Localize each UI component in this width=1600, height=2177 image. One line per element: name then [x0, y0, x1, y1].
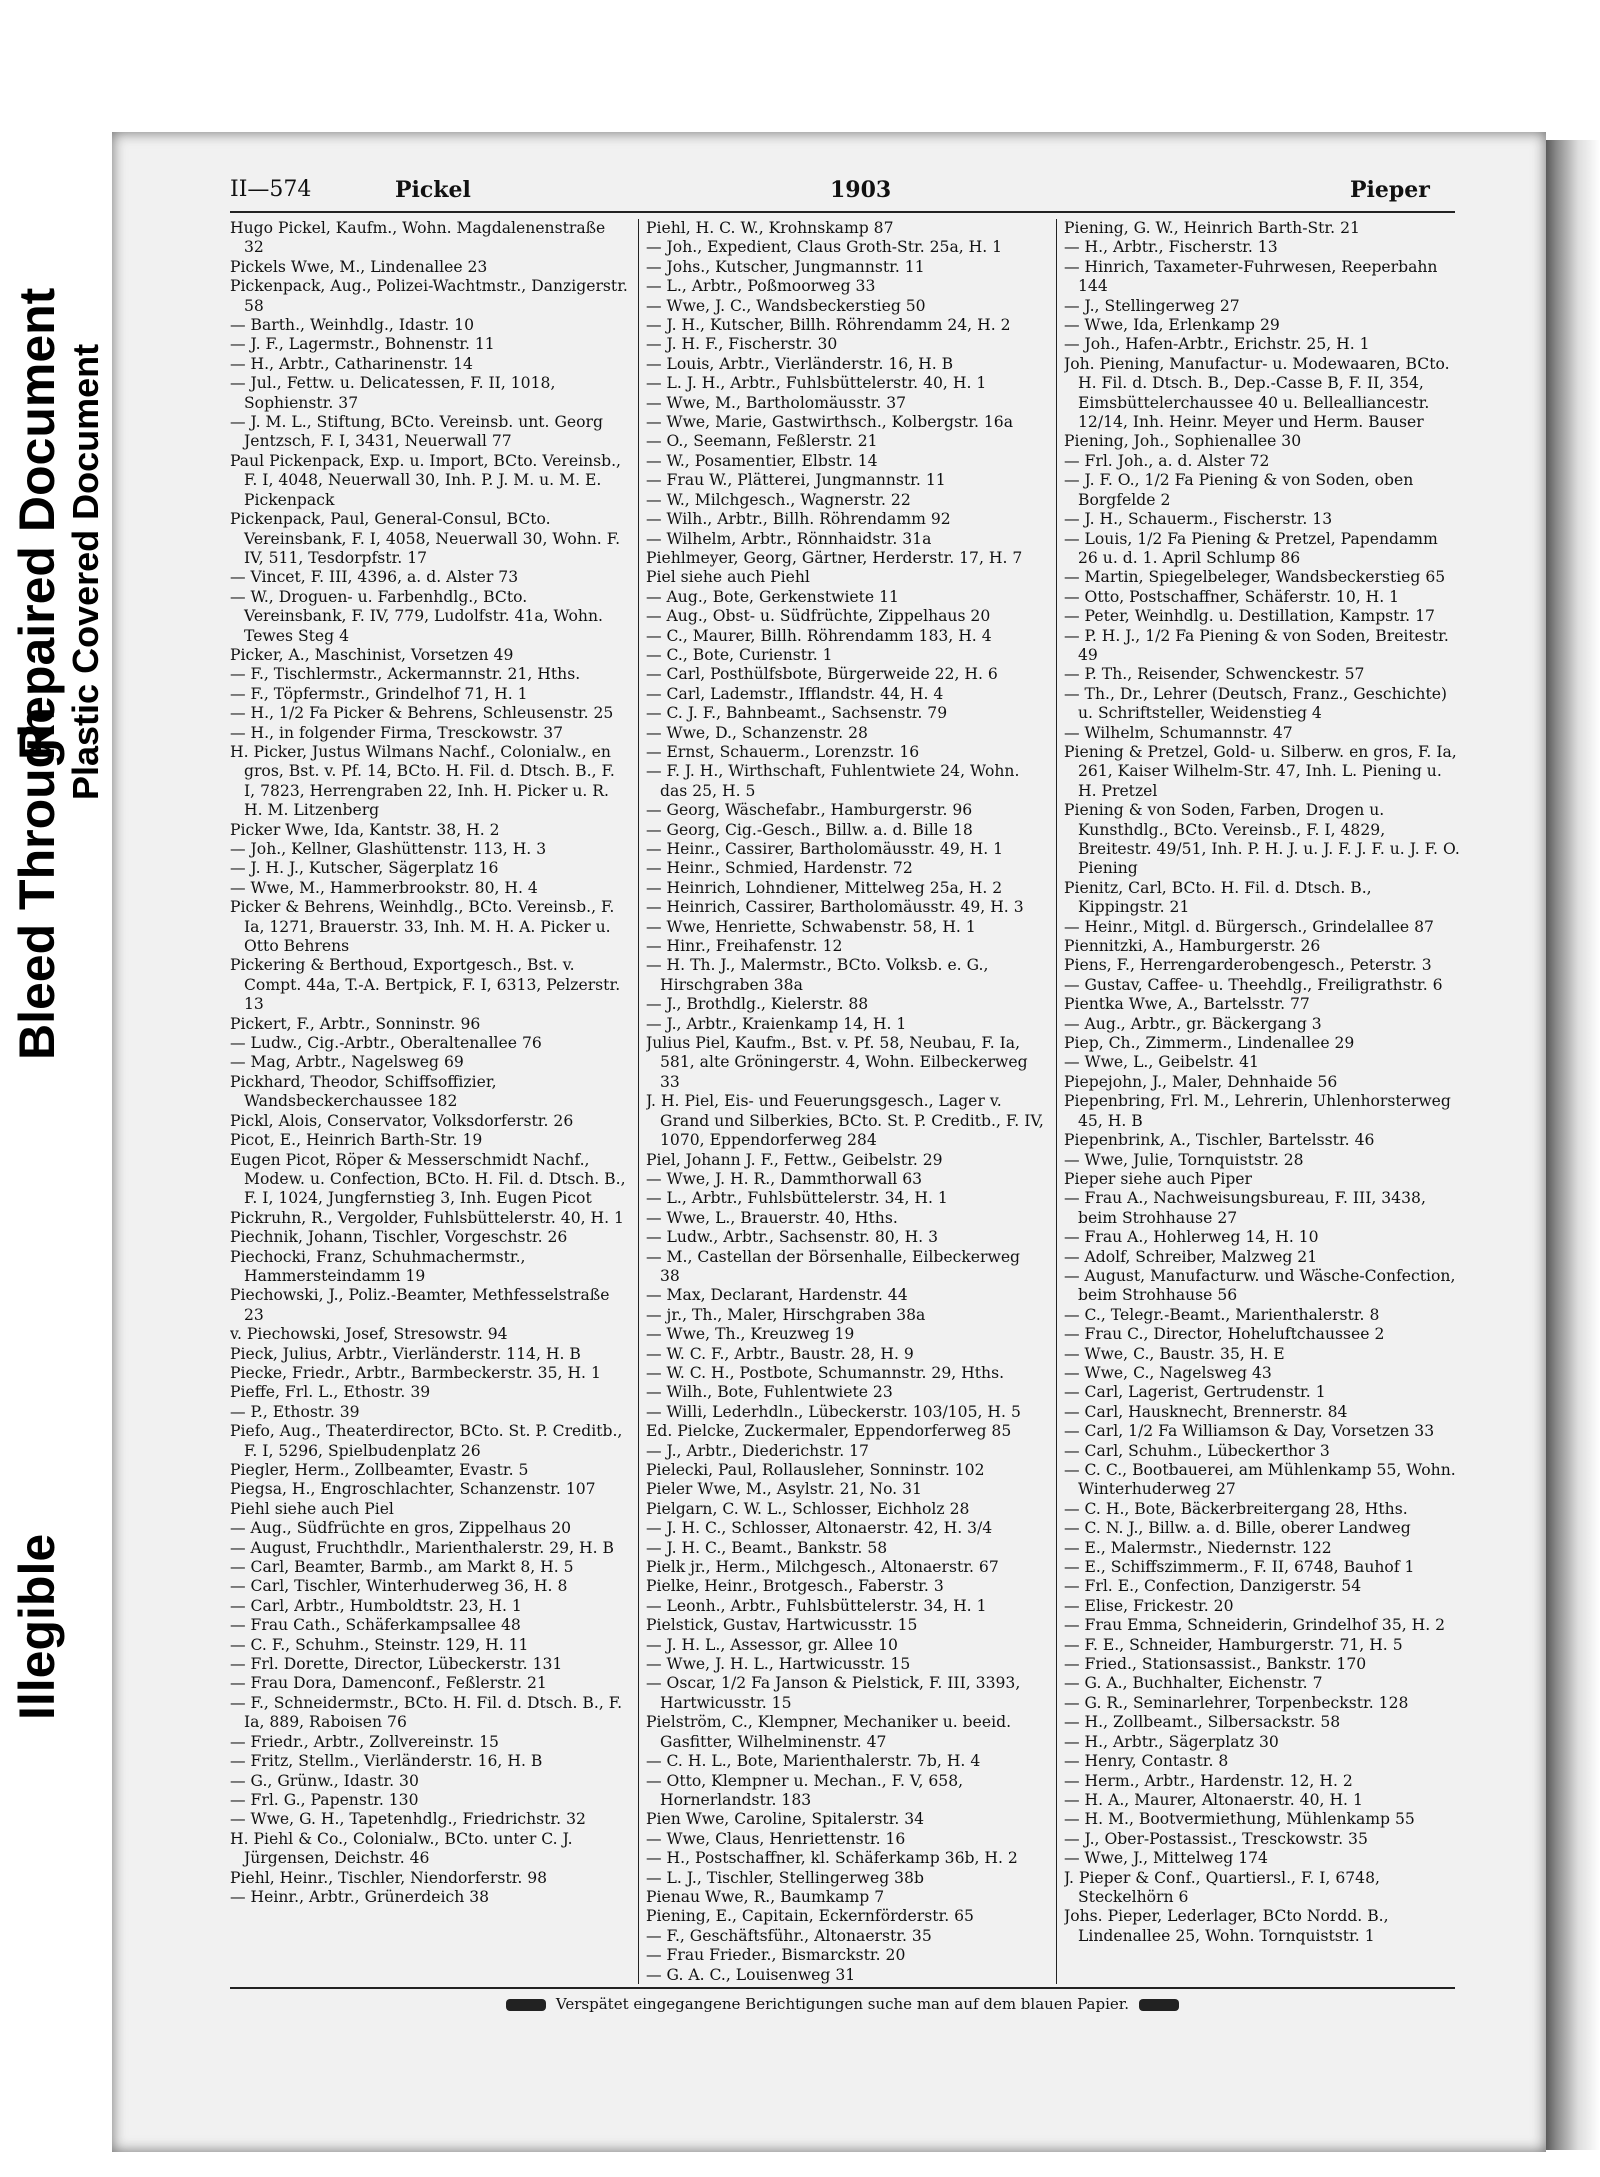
- directory-column-1: [230, 219, 628, 1984]
- directory-entry: Pienitz, Carl, BCto. H. Fil. d. Dtsch. B., Kippingstr. 21: [1064, 878, 1372, 917]
- directory-entry: — H. M., Bootvermiethung, Mühlenkamp 55: [1064, 1810, 1415, 1829]
- directory-entry: — Frau W., Plätterei, Jungmannstr. 11: [646, 471, 946, 490]
- directory-entry: — Heinr., Arbtr., Grünerdeich 38: [230, 1887, 490, 1906]
- directory-entry: — Wwe, D., Schanzenstr. 28: [646, 723, 868, 742]
- directory-entry: — F., Geschäftsführ., Altonaerstr. 35: [646, 1926, 932, 1945]
- directory-entry: Pickl, Alois, Conservator, Volksdorferstr. 26: [230, 1111, 574, 1130]
- directory-entry: — G. R., Seminarlehrer, Torpenbeckstr. 128: [1064, 1693, 1409, 1712]
- directory-entry: Piepenbring, Frl. M., Lehrerin, Uhlenhorsterweg 45, H. B: [1064, 1092, 1451, 1130]
- directory-entry: Piehlmeyer, Georg, Gärtner, Herderstr. 17, H. 7: [646, 548, 1023, 567]
- directory-entry: — L., Arbtr., Poßmoorweg 33: [646, 277, 876, 296]
- side-annotation-strip: [0, 0, 112, 2177]
- directory-entry: — C. N. J., Billw. a. d. Bille, oberer Landweg: [1064, 1519, 1411, 1538]
- directory-entry: — Frl. E., Confection, Danzigerstr. 54: [1064, 1577, 1362, 1596]
- directory-entry: — E., Malermstr., Niedernstr. 122: [1064, 1538, 1332, 1557]
- directory-entry: — C. J. F., Bahnbeamt., Sachsenstr. 79: [646, 704, 948, 723]
- directory-entry: — Heinr., Schmied, Hardenstr. 72: [646, 859, 913, 878]
- page-content: [230, 177, 1580, 2117]
- directory-entry: — Henry, Contastr. 8: [1064, 1752, 1229, 1771]
- directory-entry: — J. F., Lagermstr., Bohnenstr. 11: [230, 335, 495, 354]
- directory-entry: — Joh., Hafen-Arbtr., Erichstr. 25, H. 1: [1064, 335, 1370, 354]
- directory-entry: Piens, F., Herrengarderobengesch., Peterstr. 3: [1064, 956, 1432, 975]
- directory-entry: Piening, Joh., Sophienallee 30: [1064, 432, 1302, 451]
- plastic-covered-label: Plastic Covered Document: [65, 343, 106, 800]
- directory-entry: — E., Schiffszimmerm., F. II, 6748, Bauhof 1: [1064, 1558, 1415, 1577]
- header-right-word: Pieper: [1350, 177, 1430, 203]
- directory-entry: — Frau A., Nachweisungsbureau, F. III, 3438, beim Strohhause 27: [1064, 1189, 1426, 1227]
- directory-entry: Picot, E., Heinrich Barth-Str. 19: [230, 1131, 483, 1150]
- directory-entry: — J. H. F., Fischerstr. 30: [646, 335, 838, 354]
- directory-entry: — W., Droguen- u. Farbenhdlg., BCto. Vereinsbank, F. IV, 779, Ludolfstr. 41a, Wohn. Tewes Steg 4: [230, 587, 603, 645]
- directory-entry: — H. A., Maurer, Altonaerstr. 40, H. 1: [1064, 1790, 1363, 1809]
- directory-entry: Pieler Wwe, M., Asylstr. 21, No. 31: [646, 1480, 922, 1499]
- directory-entry: — Fried., Stationsassist., Bankstr. 170: [1064, 1655, 1367, 1674]
- directory-entry: — Frau Cath., Schäferkampsallee 48: [230, 1616, 521, 1635]
- directory-entry: Pickels Wwe, M., Lindenallee 23: [230, 257, 488, 276]
- directory-entry: — Friedr., Arbtr., Zollvereinstr. 15: [230, 1732, 499, 1751]
- directory-entry: — Aug., Obst- u. Südfrüchte, Zippelhaus 20: [646, 607, 991, 626]
- directory-entry: — Oscar, 1/2 Fa Janson & Pielstick, F. III, 3393, Hartwicusstr. 15: [646, 1674, 1021, 1712]
- directory-column-3: [1064, 219, 1462, 1984]
- bleed-through-label: Bleed Through: [9, 707, 65, 1060]
- directory-entry: — G. A., Buchhalter, Eichenstr. 7: [1064, 1674, 1323, 1693]
- directory-entry: — F., Schneidermstr., BCto. H. Fil. d. Dtsch. B., F. Ia, 889, Raboisen 76: [230, 1693, 623, 1732]
- directory-entry: Piening, E., Capitain, Eckernförderstr. 65: [646, 1907, 974, 1926]
- directory-entry: Pielk jr., Herm., Milchgesch., Altonaerstr. 67: [646, 1558, 999, 1577]
- directory-entry: — Joh., Kellner, Glashüttenstr. 113, H. 3: [230, 840, 547, 858]
- directory-entry: — Wwe, L., Brauerstr. 40, Hths.: [646, 1208, 898, 1227]
- directory-entry: Piel siehe auch Piehl: [646, 568, 810, 587]
- directory-entry: — Louis, 1/2 Fa Piening & Pretzel, Papendamm 26 u. d. 1. April Schlump 86: [1064, 529, 1438, 567]
- directory-entry: — Wwe, J. H. L., Hartwicusstr. 15: [646, 1655, 911, 1674]
- directory-entry: — Carl, Tischler, Winterhuderweg 36, H. 8: [230, 1577, 568, 1596]
- directory-entry: v. Piechowski, Josef, Stresowstr. 94: [230, 1325, 508, 1344]
- directory-entry: — W., Milchgesch., Wagnerstr. 22: [646, 490, 911, 509]
- directory-entry: Piehl, Heinr., Tischler, Niendorferstr. 98: [230, 1868, 548, 1887]
- directory-entry: — L. J. H., Arbtr., Fuhlsbüttelerstr. 40, H. 1: [646, 374, 987, 393]
- directory-entry: Piel, Johann J. F., Fettw., Geibelstr. 29: [646, 1150, 943, 1169]
- directory-entry: — Aug., Bote, Gerkenstwiete 11: [646, 587, 899, 606]
- directory-entry: — Hinr., Freihafenstr. 12: [646, 937, 843, 956]
- illegible-label: Illegible: [9, 1533, 65, 1720]
- directory-entry: — Gustav, Caffee- u. Theehdlg., Freiligrathstr. 6: [1064, 975, 1443, 994]
- directory-entry: — C. F., Schuhm., Steinstr. 129, H. 11: [230, 1635, 529, 1654]
- directory-entry: — Heinrich, Lohndiener, Mittelweg 25a, H. 2: [646, 878, 1003, 897]
- directory-entry: — Carl, Hausknecht, Brennerstr. 84: [1064, 1402, 1348, 1421]
- directory-entry: — Wilhelm, Schumannstr. 47: [1064, 723, 1293, 742]
- directory-entry: — Frau A., Hohlerweg 14, H. 10: [1064, 1228, 1319, 1247]
- directory-entry: Pien Wwe, Caroline, Spitalerstr. 34: [646, 1810, 925, 1829]
- directory-entry: — J., Ober-Postassist., Tresckowstr. 35: [1064, 1829, 1368, 1848]
- directory-entry: — Wwe, J., Mittelweg 174: [1064, 1849, 1268, 1868]
- directory-entry: — Otto, Klempner u. Mechan., F. V, 658, Hornerlandstr. 183: [646, 1771, 964, 1809]
- directory-entry: — H. Th. J., Malermstr., BCto. Volksb. e. G., Hirschgraben 38a: [646, 956, 989, 994]
- directory-entry: — Frau Emma, Schneiderin, Grindelhof 35, H. 2: [1064, 1616, 1446, 1635]
- directory-entry: — J. F. O., 1/2 Fa Piening & von Soden, oben Borgfelde 2: [1064, 471, 1414, 509]
- directory-entry: — jr., Th., Maler, Hirschgraben 38a: [646, 1305, 926, 1324]
- directory-entry: — H., Arbtr., Catharinenstr. 14: [230, 354, 473, 373]
- directory-entry: — Carl, Beamter, Barmb., am Markt 8, H. 5: [230, 1558, 574, 1577]
- pointing-hand-icon: [1139, 1999, 1179, 2011]
- directory-entry: — Ludw., Arbtr., Sachsenstr. 80, H. 3: [646, 1228, 939, 1247]
- directory-entry: — H., Arbtr., Fischerstr. 13: [1064, 238, 1278, 257]
- directory-entry: — Joh., Expedient, Claus Groth-Str. 25a, H. 1: [646, 238, 1003, 257]
- directory-entry: Pielke, Heinr., Brotgesch., Faberstr. 3: [646, 1577, 944, 1596]
- directory-entry: Pickruhn, R., Vergolder, Fuhlsbüttelerstr. 40, H. 1: [230, 1208, 624, 1227]
- directory-entry: H. Picker, Justus Wilmans Nachf., Colonialw., en gros, Bst. v. Pf. 14, BCto. H. Fil. d. Dtsch. B., F. I, 7823, Herrengraben 22, Inh. H. Picker u. R. H. M. Litzenberg: [230, 742, 615, 820]
- directory-entry: — Aug., Südfrüchte en gros, Zippelhaus 20: [230, 1519, 572, 1538]
- directory-entry: Ed. Pielcke, Zuckermaler, Eppendorferweg 85: [646, 1422, 1012, 1441]
- directory-entry: — Frau Frieder., Bismarckstr. 20: [646, 1946, 906, 1965]
- directory-entry: Joh. Piening, Manufactur- u. Modewaaren, BCto. H. Fil. d. Dtsch. B., Dep.-Casse B, F. II, 354, Eimsbüttelerchaussee 40 u. Bellealliancestr. 12/14, Inh. Heinr. Meyer und Herm. Bauser: [1064, 354, 1450, 432]
- directory-entry: Piepejohn, J., Maler, Dehnhaide 56: [1064, 1072, 1338, 1091]
- column-divider: [638, 219, 639, 1984]
- directory-entry: — Carl, 1/2 Fa Williamson & Day, Vorsetzen 33: [1064, 1422, 1435, 1441]
- header-year: 1903: [830, 177, 892, 203]
- directory-entry: — Georg, Cig.-Gesch., Billw. a. d. Bille 18: [646, 820, 973, 839]
- header-left-word: Pickel: [395, 177, 471, 203]
- directory-entry: — Wwe, Henriette, Schwabenstr. 58, H. 1: [646, 917, 976, 936]
- directory-entry: — Elise, Frickestr. 20: [1064, 1596, 1234, 1615]
- directory-entry: — C. H. L., Bote, Marienthalerstr. 7b, H. 4: [646, 1752, 981, 1771]
- directory-entry: — Frau Dora, Damenconf., Feßlerstr. 21: [230, 1674, 547, 1693]
- directory-entry: Eugen Picot, Röper & Messerschmidt Nachf., Modew. u. Confection, BCto. H. Fil. d. Dtsch. B., F. I, 1024, Jungfernstieg 3, Inh. Eugen Picot: [230, 1150, 626, 1208]
- directory-entry: — G., Grünw., Idastr. 30: [230, 1771, 419, 1790]
- directory-entry: — Frl. Joh., a. d. Alster 72: [1064, 451, 1270, 470]
- directory-entry: — J., Brothdlg., Kielerstr. 88: [646, 995, 869, 1014]
- page-number: II—574: [230, 177, 312, 202]
- directory-entry: — Heinr., Mitgl. d. Bürgersch., Grindelallee 87: [1064, 917, 1434, 936]
- directory-entry: Johs. Pieper, Lederlager, BCto Nordd. B., Lindenallee 25, Wohn. Tornquiststr. 1: [1064, 1907, 1389, 1945]
- directory-entry: — Carl, Arbtr., Humboldtstr. 23, H. 1: [230, 1596, 522, 1615]
- directory-entry: — H., in folgender Firma, Tresckowstr. 37: [230, 723, 564, 742]
- directory-entry: — J., Stellingerweg 27: [1064, 296, 1240, 315]
- directory-entry: Pieck, Julius, Arbtr., Vierländerstr. 114, H. B: [230, 1344, 581, 1363]
- directory-entry: — Heinr., Cassirer, Bartholomäusstr. 49, H. 1: [646, 840, 1004, 858]
- directory-entry: Piechowski, J., Poliz.-Beamter, Methfesselstraße 23: [230, 1286, 610, 1324]
- directory-entry: — Wwe, J. H. R., Dammthorwall 63: [646, 1169, 923, 1188]
- directory-entry: — Wilhelm, Arbtr., Rönnhaidstr. 31a: [646, 529, 932, 548]
- directory-entry: — Heinrich, Cassirer, Bartholomäusstr. 49, H. 3: [646, 898, 1024, 917]
- directory-entry: — W. C. H., Postbote, Schumannstr. 29, Hths.: [646, 1363, 1005, 1382]
- directory-entry: — Wwe, G. H., Tapetenhdlg., Friedrichstr. 32: [230, 1810, 586, 1829]
- scanned-page: [112, 132, 1546, 2152]
- directory-entry: — G. A. C., Louisenweg 31: [646, 1965, 856, 1984]
- directory-entry: Piepenbrink, A., Tischler, Bartelsstr. 46: [1064, 1131, 1375, 1150]
- directory-entry: — Peter, Weinhdlg. u. Destillation, Kampstr. 17: [1064, 607, 1435, 626]
- directory-entry: — Adolf, Schreiber, Malzweg 21: [1064, 1247, 1318, 1266]
- directory-entry: Pieffe, Frl. L., Ethostr. 39: [230, 1383, 431, 1402]
- directory-entry: — H., Zollbeamt., Silbersackstr. 58: [1064, 1713, 1341, 1732]
- directory-entry: Pientka Wwe, A., Bartelsstr. 77: [1064, 995, 1310, 1014]
- directory-entry: Pieper siehe auch Piper: [1064, 1169, 1252, 1188]
- directory-entry: — H., Arbtr., Sägerplatz 30: [1064, 1732, 1279, 1751]
- directory-entry: — Ludw., Cig.-Arbtr., Oberaltenallee 76: [230, 1034, 542, 1053]
- directory-entry: — Martin, Spiegelbeleger, Wandsbeckerstieg 65: [1064, 568, 1446, 587]
- directory-entry: Picker Wwe, Ida, Kantstr. 38, H. 2: [230, 820, 500, 839]
- directory-entry: Piegler, Herm., Zollbeamter, Evastr. 5: [230, 1461, 529, 1479]
- directory-entry: Piennitzki, A., Hamburgerstr. 26: [1064, 937, 1321, 956]
- directory-entry: Pickert, F., Arbtr., Sonninstr. 96: [230, 1014, 481, 1033]
- directory-entry: — P. Th., Reisender, Schwenckestr. 57: [1064, 665, 1365, 684]
- directory-entry: — Carl, Posthülfsbote, Bürgerweide 22, H. 6: [646, 665, 998, 684]
- directory-entry: Piechocki, Franz, Schuhmachermstr., Hammersteindamm 19: [230, 1247, 526, 1285]
- directory-entry: Piep, Ch., Zimmerm., Lindenallee 29: [1064, 1034, 1355, 1053]
- directory-entry: Piechnik, Johann, Tischler, Vorgeschstr. 26: [230, 1228, 568, 1247]
- directory-entry: Piegsa, H., Engroschlachter, Schanzenstr. 107: [230, 1480, 596, 1499]
- directory-entry: Piening & Pretzel, Gold- u. Silberw. en gros, F. Ia, 261, Kaiser Wilhelm-Str. 47, Inh. L. Piening u. H. Pretzel: [1064, 742, 1457, 800]
- directory-entry: — Carl, Lagerist, Gertrudenstr. 1: [1064, 1383, 1326, 1402]
- directory-entry: — Wwe, M., Hammerbrookstr. 80, H. 4: [230, 878, 538, 897]
- directory-entry: Piefo, Aug., Theaterdirector, BCto. St. P. Creditb., F. I, 5296, Spielbudenplatz 26: [230, 1422, 623, 1460]
- directory-entry: — O., Seemann, Feßlerstr. 21: [646, 432, 878, 451]
- directory-entry: — Carl, Lademstr., Ifflandstr. 44, H. 4: [646, 684, 944, 703]
- directory-entry: — Wwe, L., Geibelstr. 41: [1064, 1053, 1259, 1072]
- directory-entry: — P., Ethostr. 39: [230, 1402, 360, 1421]
- directory-entry: — Jul., Fettw. u. Delicatessen, F. II, 1018, Sophienstr. 37: [230, 374, 556, 412]
- directory-entry: — Wilh., Bote, Fuhlentwiete 23: [646, 1383, 893, 1402]
- directory-entry: — H., Postschaffner, kl. Schäferkamp 36b, H. 2: [646, 1849, 1018, 1868]
- directory-entry: Picker, A., Maschinist, Vorsetzen 49: [230, 645, 514, 664]
- directory-entry: — Wwe, Claus, Henriettenstr. 16: [646, 1829, 906, 1848]
- directory-entry: — J. H., Kutscher, Billh. Röhrendamm 24, H. 2: [646, 316, 1011, 335]
- directory-entry: — W. C. F., Arbtr., Baustr. 28, H. 9: [646, 1344, 914, 1363]
- directory-entry: — Herm., Arbtr., Hardenstr. 12, H. 2: [1064, 1771, 1353, 1790]
- directory-entry: — F., Tischlermstr., Ackermannstr. 21, Hths.: [230, 665, 581, 684]
- repaired-document-label: Repaired Document: [9, 287, 65, 760]
- directory-entry: — Carl, Schuhm., Lübeckerthor 3: [1064, 1441, 1330, 1460]
- directory-entry: — C., Maurer, Billh. Röhrendamm 183, H. 4: [646, 626, 992, 645]
- directory-entry: — J. H. L., Assessor, gr. Allee 10: [646, 1635, 898, 1654]
- directory-entry: — L. J., Tischler, Stellingerweg 38b: [646, 1868, 924, 1887]
- directory-entry: — C. C., Bootbauerei, am Mühlenkamp 55, Wohn. Winterhuderweg 27: [1064, 1461, 1456, 1499]
- directory-entry: — C., Telegr.-Beamt., Marienthalerstr. 8: [1064, 1305, 1380, 1324]
- directory-entry: Piening & von Soden, Farben, Drogen u. Kunsthdlg., BCto. Vereinsb., F. I, 4829, Breitestr. 49/51, Inh. P. H. J. u. J. F. J. F. u. J. F. O. Piening: [1064, 801, 1460, 878]
- directory-entry: — Frl. G., Papenstr. 130: [230, 1790, 419, 1809]
- directory-entry: — C. H., Bote, Bäckerbreitergang 28, Hths.: [1064, 1499, 1408, 1518]
- directory-entry: — J., Arbtr., Diederichstr. 17: [646, 1441, 869, 1460]
- directory-entry: — F. E., Schneider, Hamburgerstr. 71, H. 5: [1064, 1635, 1403, 1654]
- directory-entry: Pielström, C., Klempner, Mechaniker u. beeid. Gasfitter, Wilhelminenstr. 47: [646, 1713, 1012, 1751]
- directory-entry: — J. H. C., Schlosser, Altonaerstr. 42, H. 3/4: [646, 1519, 993, 1538]
- directory-entry: H. Piehl & Co., Colonialw., BCto. unter C. J. Jürgensen, Deichstr. 46: [230, 1829, 573, 1868]
- directory-entry: — Wwe, Julie, Tornquiststr. 28: [1064, 1150, 1304, 1169]
- directory-entry: Pickhard, Theodor, Schiffsoffizier, Wandsbeckerchaussee 182: [230, 1072, 497, 1111]
- directory-entry: — J. H., Schauerm., Fischerstr. 13: [1064, 510, 1333, 529]
- directory-entry: — Wwe, Marie, Gastwirthsch., Kolbergstr. 16a: [646, 413, 1014, 432]
- directory-entry: — F. J. H., Wirthschaft, Fuhlentwiete 24, Wohn. das 25, H. 5: [646, 762, 1020, 800]
- directory-entry: — Frl. Dorette, Director, Lübeckerstr. 131: [230, 1655, 563, 1674]
- directory-entry: — J. H. C., Beamt., Bankstr. 58: [646, 1538, 888, 1557]
- directory-entry: Picker & Behrens, Weinhdlg., BCto. Vereinsb., F. Ia, 1271, Brauerstr. 33, Inh. M. H. A. Picker u. Otto Behrens: [230, 898, 615, 956]
- directory-entry: — Aug., Arbtr., gr. Bäckergang 3: [1064, 1014, 1322, 1033]
- directory-entry: — J. M. L., Stiftung, BCto. Vereinsb. unt. Georg Jentzsch, F. I, 3431, Neuerwall 77: [230, 413, 603, 451]
- directory-entry: J. Pieper & Conf., Quartiersl., F. I, 6748, Steckelhörn 6: [1064, 1868, 1380, 1906]
- directory-entry: — Otto, Postschaffner, Schäferstr. 10, H. 1: [1064, 587, 1400, 606]
- directory-entry: — Louis, Arbtr., Vierländerstr. 16, H. B: [646, 354, 954, 373]
- directory-entry: — Wwe, J. C., Wandsbeckerstieg 50: [646, 296, 926, 315]
- directory-entry: — Mag, Arbtr., Nagelsweg 69: [230, 1053, 464, 1072]
- directory-entry: — Vincet, F. III, 4396, a. d. Alster 73: [230, 568, 519, 587]
- directory-entry: Paul Pickenpack, Exp. u. Import, BCto. Vereinsb., F. I, 4048, Neuerwall 30, Inh. P. J. M. u. M. E. Pickenpack: [230, 451, 622, 509]
- directory-entry: — Hinrich, Taxameter-Fuhrwesen, Reeperbahn 144: [1064, 257, 1438, 296]
- directory-entry: Piehl, H. C. W., Krohnskamp 87: [646, 219, 894, 237]
- directory-entry: — Willi, Lederhdln., Lübeckerstr. 103/105, H. 5: [646, 1402, 1021, 1421]
- directory-entry: — Wwe, C., Nagelsweg 43: [1064, 1363, 1272, 1382]
- directory-entry: — August, Fruchthdlr., Marienthalerstr. 29, H. B: [230, 1538, 614, 1557]
- directory-entry: — Wwe, M., Bartholomäusstr. 37: [646, 393, 907, 412]
- directory-entry: Pickenpack, Aug., Polizei-Wachtmstr., Danzigerstr. 58: [230, 277, 628, 315]
- footer-note: [230, 1995, 1455, 2013]
- directory-entry: Hugo Pickel, Kaufm., Wohn. Magdalenenstraße 32: [230, 219, 606, 257]
- header-rule: [230, 211, 1455, 213]
- directory-entry: — J., Arbtr., Kraienkamp 14, H. 1: [646, 1014, 907, 1033]
- directory-entry: Pienau Wwe, R., Baumkamp 7: [646, 1887, 885, 1906]
- directory-entry: Pielstick, Gustav, Hartwicusstr. 15: [646, 1616, 918, 1635]
- directory-entry: Piening, G. W., Heinrich Barth-Str. 21: [1064, 219, 1360, 237]
- directory-entry: Pielgarn, C. W. L., Schlosser, Eichholz 28: [646, 1499, 970, 1518]
- directory-entry: Piecke, Friedr., Arbtr., Barmbeckerstr. 35, H. 1: [230, 1363, 601, 1382]
- footer-text: Verspätet eingegangene Berichtigungen suche man auf dem blauen Papier.: [555, 1995, 1130, 2013]
- directory-entry: — Ernst, Schauerm., Lorenzstr. 16: [646, 742, 920, 761]
- directory-entry: — Johs., Kutscher, Jungmannstr. 11: [646, 257, 925, 276]
- directory-entry: — Max, Declarant, Hardenstr. 44: [646, 1286, 908, 1305]
- directory-entry: J. H. Piel, Eis- und Feuerungsgesch., Lager v. Grand und Silberkies, BCto. St. P. Creditb., F. IV, 1070, Eppendorferweg 284: [646, 1092, 1044, 1150]
- directory-entry: — Georg, Wäschefabr., Hamburgerstr. 96: [646, 801, 973, 820]
- column-divider: [1056, 219, 1057, 1984]
- directory-entry: — J. H. J., Kutscher, Sägerplatz 16: [230, 859, 499, 878]
- directory-column-2: [646, 219, 1044, 1984]
- directory-entry: Pickenpack, Paul, General-Consul, BCto. Vereinsbank, F. I, 4058, Neuerwall 30, Wohn. F. IV, 511, Tesdorpfstr. 17: [230, 510, 621, 567]
- directory-entry: — Barth., Weinhdlg., Idastr. 10: [230, 316, 475, 335]
- directory-entry: — Wwe, Ida, Erlenkamp 29: [1064, 316, 1280, 335]
- directory-entry: — Frau C., Director, Hoheluftchaussee 2: [1064, 1325, 1385, 1344]
- directory-entry: — P. H. J., 1/2 Fa Piening & von Soden, Breitestr. 49: [1064, 626, 1449, 664]
- directory-entry: — Th., Dr., Lehrer (Deutsch, Franz., Geschichte) u. Schriftsteller, Weidenstieg 4: [1064, 684, 1448, 723]
- directory-entry: Pielecki, Paul, Rollausleher, Sonninstr. 102: [646, 1461, 985, 1479]
- directory-entry: Pickering & Berthoud, Exportgesch., Bst. v. Compt. 44a, T.-A. Bertpick, F. I, 6313, Pelzerstr. 13: [230, 956, 621, 1014]
- directory-entry: — Wwe, Th., Kreuzweg 19: [646, 1325, 855, 1344]
- directory-entry: Julius Piel, Kaufm., Bst. v. Pf. 58, Neubau, F. Ia, 581, alte Gröningerstr. 4, Wohn. Eilbeckerweg 33: [646, 1034, 1028, 1091]
- page-header: [230, 177, 1480, 213]
- directory-entry: — Leonh., Arbtr., Fuhlsbüttelerstr. 34, H. 1: [646, 1596, 987, 1615]
- directory-entry: — August, Manufacturw. und Wäsche-Confection, beim Strohhause 56: [1064, 1266, 1456, 1305]
- footer-rule: [230, 1987, 1455, 1989]
- directory-entry: — F., Töpfermstr., Grindelhof 71, H. 1: [230, 684, 528, 703]
- directory-entry: Piehl siehe auch Piel: [230, 1499, 394, 1518]
- directory-entry: — H., 1/2 Fa Picker & Behrens, Schleusenstr. 25: [230, 704, 614, 723]
- directory-entry: — C., Bote, Curienstr. 1: [646, 645, 833, 664]
- directory-entry: — Fritz, Stellm., Vierländerstr. 16, H. B: [230, 1752, 543, 1771]
- directory-entry: — Wilh., Arbtr., Billh. Röhrendamm 92: [646, 510, 951, 529]
- directory-entry: — Wwe, C., Baustr. 35, H. E: [1064, 1344, 1285, 1363]
- pointing-hand-icon: [506, 1999, 546, 2011]
- directory-entry: — L., Arbtr., Fuhlsbüttelerstr. 34, H. 1: [646, 1189, 948, 1208]
- directory-entry: — M., Castellan der Börsenhalle, Eilbeckerweg 38: [646, 1247, 1021, 1285]
- directory-entry: — W., Posamentier, Elbstr. 14: [646, 451, 878, 470]
